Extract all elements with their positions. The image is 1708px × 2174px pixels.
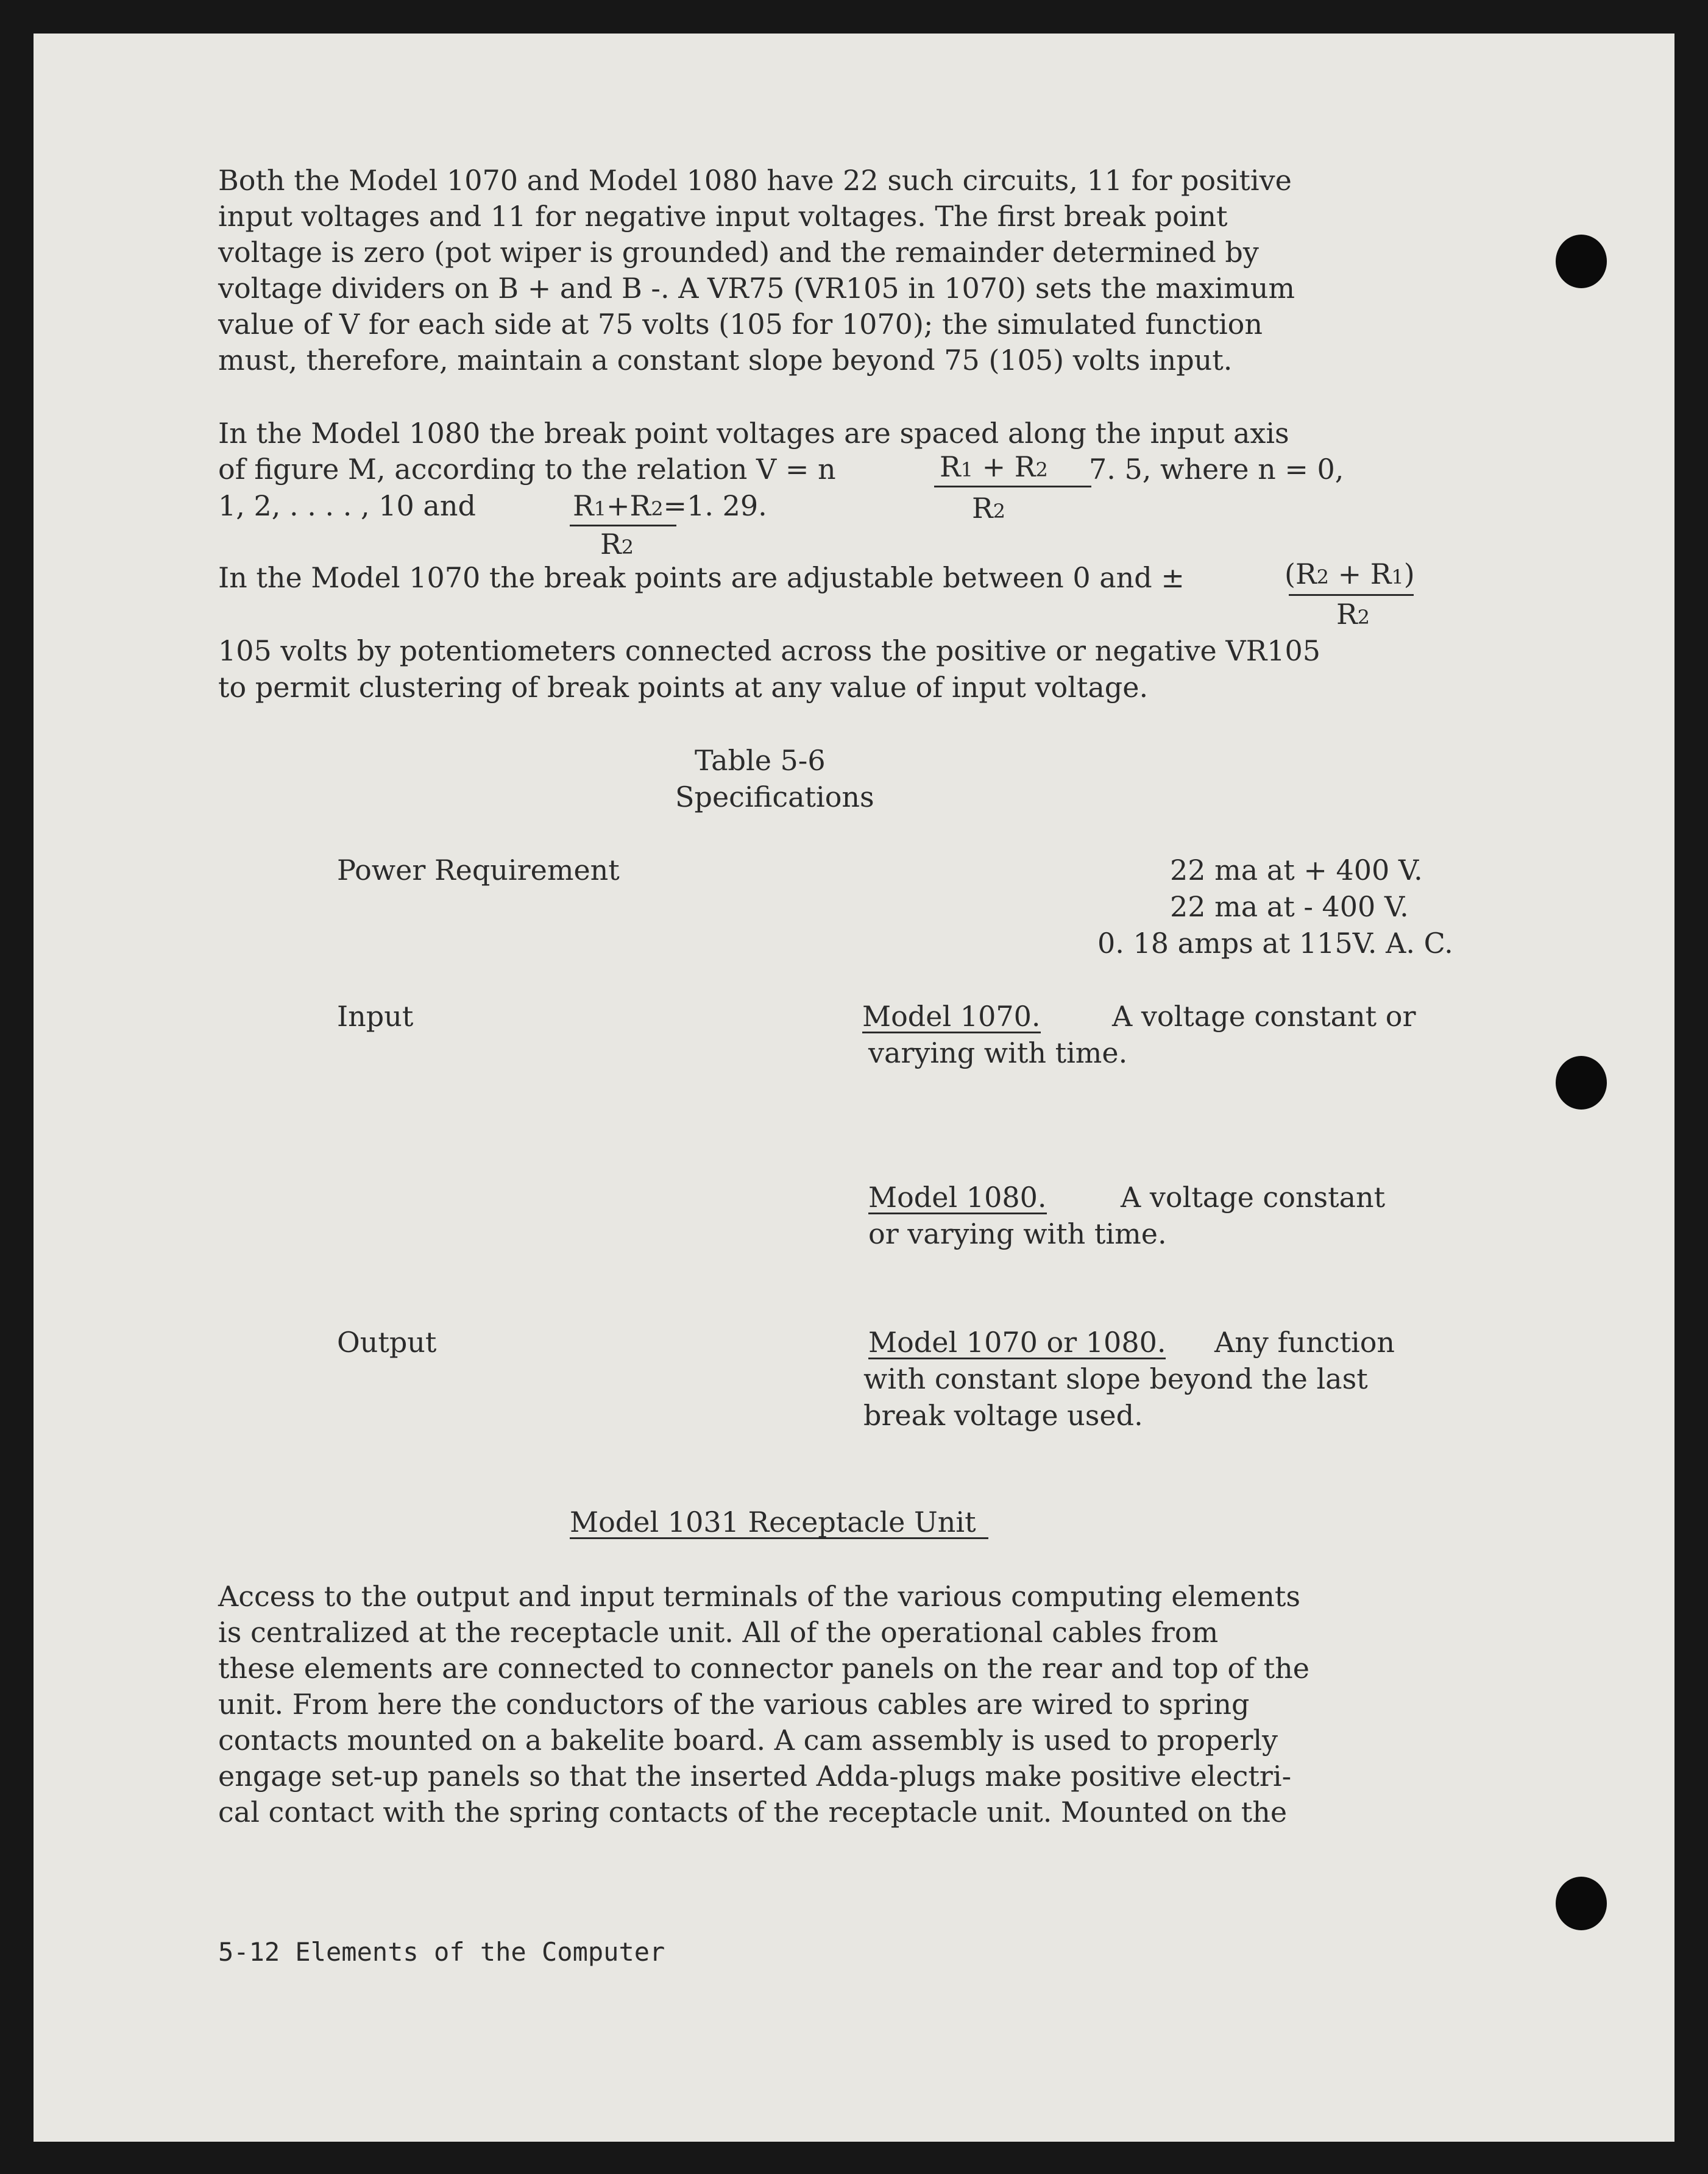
output-model: Model 1070 or 1080. xyxy=(868,1326,1166,1359)
para1-line: voltage dividers on B + and B -. A VR75 (VR105 in 1070) sets the maximum xyxy=(218,272,1295,305)
power-requirement-label: Power Requirement xyxy=(337,854,620,887)
input-1080-text: A voltage constant xyxy=(1121,1181,1386,1214)
para1-line: input voltages and 11 for negative input voltages. The first break point xyxy=(218,200,1228,233)
para3-line3: to permit clustering of break points at any value of input voltage. xyxy=(218,671,1149,704)
output-label: Output xyxy=(337,1326,437,1359)
para4-line: Access to the output and input terminals of the various computing elements xyxy=(218,1580,1300,1613)
fraction3-numerator: (R2 + R1) xyxy=(1285,558,1415,590)
input-1080-text: or varying with time. xyxy=(868,1217,1167,1250)
punch-hole-middle xyxy=(1556,1056,1607,1110)
para4-line: is centralized at the receptacle unit. All of the operational cables from xyxy=(218,1616,1219,1649)
document-page xyxy=(34,34,1674,2142)
para2-line2-post: 7. 5, where n = 0, xyxy=(1089,453,1344,486)
para1-line: voltage is zero (pot wiper is grounded) and the remainder determined by xyxy=(218,236,1259,269)
input-label: Input xyxy=(337,1000,414,1033)
punch-hole-bottom xyxy=(1556,1877,1607,1930)
output-text: Any function xyxy=(1214,1326,1395,1359)
para4-line: unit. From here the conductors of the various cables are wired to spring xyxy=(218,1688,1250,1721)
fraction3-bar xyxy=(1289,594,1414,596)
power-value-2: 22 ma at - 400 V. xyxy=(1170,890,1409,923)
para4-line: engage set-up panels so that the inserted Adda-plugs make positive electri- xyxy=(218,1760,1292,1793)
input-1070-text: varying with time. xyxy=(868,1036,1128,1069)
fraction1-numerator: R1 + R2 xyxy=(940,450,1048,483)
fraction2-numerator: R1+R2=1. 29. xyxy=(573,489,767,522)
output-text: break voltage used. xyxy=(863,1399,1143,1432)
para2-line3-pre: 1, 2, . . . . , 10 and xyxy=(218,489,476,522)
fraction1-bar xyxy=(934,486,1091,487)
para3-line1: In the Model 1070 the break points are adjustable between 0 and ± xyxy=(218,561,1185,594)
fraction3-denominator: R2 xyxy=(1336,598,1370,631)
para1-line: value of V for each side at 75 volts (105 for 1070); the simulated function xyxy=(218,308,1263,341)
power-value-3: 0. 18 amps at 115V. A. C. xyxy=(1097,927,1453,960)
input-1070-text: A voltage constant or xyxy=(1112,1000,1416,1033)
page-footer: 5-12 Elements of the Computer xyxy=(218,1937,665,1967)
output-text: with constant slope beyond the last xyxy=(863,1362,1368,1395)
input-model-1080: Model 1080. xyxy=(868,1181,1047,1214)
punch-hole-top xyxy=(1556,235,1607,288)
para2-line1: In the Model 1080 the break point voltages are spaced along the input axis xyxy=(218,417,1289,450)
power-value-1: 22 ma at + 400 V. xyxy=(1170,854,1423,887)
section-heading: Model 1031 Receptacle Unit xyxy=(570,1508,988,1539)
para1-line: Both the Model 1070 and Model 1080 have 22 such circuits, 11 for positive xyxy=(218,164,1292,197)
para3-line2: 105 volts by potentiometers connected across the positive or negative VR105 xyxy=(218,634,1321,667)
input-model-1070: Model 1070. xyxy=(862,1000,1041,1033)
fraction1-denominator: R2 xyxy=(972,492,1005,525)
fraction2-denominator: R2 xyxy=(600,528,634,561)
table-subtitle: Specifications xyxy=(675,781,874,813)
para4-line: these elements are connected to connector panels on the rear and top of the xyxy=(218,1652,1309,1685)
para1-line: must, therefore, maintain a constant slope beyond 75 (105) volts input. xyxy=(218,344,1233,377)
para4-line: contacts mounted on a bakelite board. A cam assembly is used to properly xyxy=(218,1724,1278,1757)
fraction2-bar xyxy=(570,525,676,526)
table-title: Table 5-6 xyxy=(695,744,826,777)
para4-line: cal contact with the spring contacts of the receptacle unit. Mounted on the xyxy=(218,1796,1288,1829)
para2-line2-pre: of figure M, according to the relation V = n xyxy=(218,453,836,486)
